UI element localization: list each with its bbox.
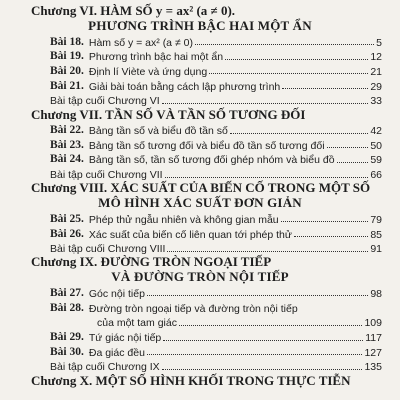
chapter-subtitle: PHƯƠNG TRÌNH BẬC HAI MỘT ẨN xyxy=(88,18,312,33)
page-number: 12 xyxy=(370,51,382,64)
toc-entry[interactable] xyxy=(50,359,382,373)
page-number: 42 xyxy=(370,125,382,137)
dot-leader xyxy=(167,251,368,252)
lesson-title: Bài tập cuối Chương VI xyxy=(50,95,160,108)
dot-leader xyxy=(147,295,368,296)
page-number: 135 xyxy=(364,361,382,374)
chapter-heading: Chương X. MỘT SỐ HÌNH KHỐI TRONG THỰC TIỄN xyxy=(31,372,351,388)
dot-leader xyxy=(165,177,369,178)
lesson-title: Bài tập cuối Chương IX xyxy=(50,361,160,374)
toc-entry[interactable] xyxy=(50,123,382,137)
lesson-title: Tứ giác nội tiếp xyxy=(88,332,162,344)
lesson-label: Bài 25. xyxy=(50,212,84,225)
page-number: 66 xyxy=(370,169,382,182)
lesson-title: Phương trình bậc hai một ẩn xyxy=(88,51,224,64)
page-number: 33 xyxy=(370,95,382,108)
toc-entry[interactable] xyxy=(50,34,382,48)
toc-entry[interactable] xyxy=(50,211,382,225)
page-number: 85 xyxy=(370,228,382,241)
dot-leader xyxy=(162,369,363,370)
dot-leader xyxy=(195,44,374,45)
toc-entry[interactable] xyxy=(50,167,382,181)
toc-entry[interactable] xyxy=(50,241,382,255)
lesson-label: Bài 29. xyxy=(50,331,84,343)
lesson-label: Bài 23. xyxy=(50,138,84,151)
chapter-heading: Chương VII. TẦN SỐ VÀ TẦN SỐ TƯƠNG ĐỐI xyxy=(31,106,306,122)
toc-entry[interactable] xyxy=(50,330,382,344)
lesson-title: Hàm số y = ax² (a ≠ 0) xyxy=(88,36,193,49)
lesson-label: Bài 18. xyxy=(50,35,84,48)
lesson-label: Bài 28. xyxy=(50,301,84,314)
lesson-title: Đường tròn ngoại tiếp và đường tròn nội tiếp xyxy=(88,302,298,315)
lesson-label: Bài 19. xyxy=(50,50,84,63)
lesson-title: Bài tập cuối Chương VII xyxy=(50,169,163,182)
lesson-title: Bảng tần số tương đối và biểu đồ tần số tương đối xyxy=(88,139,325,152)
lesson-label: Bài 26. xyxy=(50,227,84,240)
toc-entry[interactable] xyxy=(50,300,382,314)
chapter-subtitle: MÔ HÌNH XÁC SUẤT ĐƠN GIẢN xyxy=(98,195,302,211)
toc-entry-continuation[interactable] xyxy=(97,315,382,329)
lesson-label: Bài 22. xyxy=(50,124,84,136)
page-number: 21 xyxy=(370,65,382,78)
lesson-title: Giải bài toán bằng cách lập phương trình xyxy=(88,80,281,93)
dot-leader xyxy=(147,354,363,355)
lesson-title: Định lí Viète và ứng dụng xyxy=(88,65,208,78)
page-number: 91 xyxy=(370,243,382,256)
dot-leader xyxy=(179,325,363,326)
toc-entry[interactable] xyxy=(50,78,382,92)
page-number: 109 xyxy=(364,317,382,330)
dot-leader xyxy=(209,73,368,74)
lesson-title: Bài tập cuối Chương VIII xyxy=(50,243,166,256)
dot-leader xyxy=(282,88,368,89)
lesson-title: Bảng tần số và biểu đồ tần số xyxy=(88,125,228,137)
toc-entry[interactable] xyxy=(50,49,382,63)
dot-leader xyxy=(294,236,368,237)
lesson-label: Bài 20. xyxy=(50,64,84,77)
lesson-label: Bài 24. xyxy=(50,153,84,166)
dot-leader xyxy=(337,162,369,163)
page-number: 50 xyxy=(370,139,382,152)
dot-leader xyxy=(327,147,369,148)
lesson-label: Bài 30. xyxy=(50,345,84,358)
toc-entry[interactable] xyxy=(50,63,382,77)
toc-entry[interactable] xyxy=(50,226,382,240)
lesson-title: Đa giác đều xyxy=(88,346,145,359)
page-number: 29 xyxy=(370,80,382,93)
page-number: 98 xyxy=(370,287,382,300)
lesson-title: Xác suất của biến cố liên quan tới phép thử xyxy=(88,228,292,241)
lesson-title: Góc nội tiếp xyxy=(88,287,145,300)
lesson-title: của một tam giác xyxy=(97,317,177,330)
dot-leader xyxy=(281,221,369,222)
dot-leader xyxy=(225,59,368,60)
chapter-heading: Chương VI. HÀM SỐ y = ax² (a ≠ 0). xyxy=(31,3,236,18)
dot-leader xyxy=(162,103,369,104)
chapter-heading: Chương VIII. XÁC SUẤT CỦA BIẾN CỐ TRONG MỘT SỐ xyxy=(31,180,371,196)
toc-entry[interactable] xyxy=(50,152,382,166)
page-number: 59 xyxy=(370,154,382,167)
dot-leader xyxy=(163,340,363,341)
lesson-label: Bài 21. xyxy=(50,79,84,92)
toc-entry[interactable] xyxy=(50,137,382,151)
page-number: 79 xyxy=(370,213,382,226)
toc-entry[interactable] xyxy=(50,344,382,358)
toc-entry[interactable] xyxy=(50,285,382,299)
chapter-subtitle: VÀ ĐƯỜNG TRÒN NỘI TIẾP xyxy=(111,269,289,285)
toc-entry[interactable] xyxy=(50,93,382,107)
lesson-title: Phép thử ngẫu nhiên và không gian mẫu xyxy=(88,213,279,226)
lesson-label: Bài 27. xyxy=(50,286,84,299)
page-number: 5 xyxy=(376,36,382,49)
lesson-title: Bảng tần số, tần số tương đối ghép nhóm và biểu đồ xyxy=(88,154,335,167)
page-number: 127 xyxy=(364,346,382,359)
chapter-heading: Chương IX. ĐƯỜNG TRÒN NGOẠI TIẾP xyxy=(31,254,272,270)
dot-leader xyxy=(230,133,369,134)
page-number: 117 xyxy=(365,332,382,344)
